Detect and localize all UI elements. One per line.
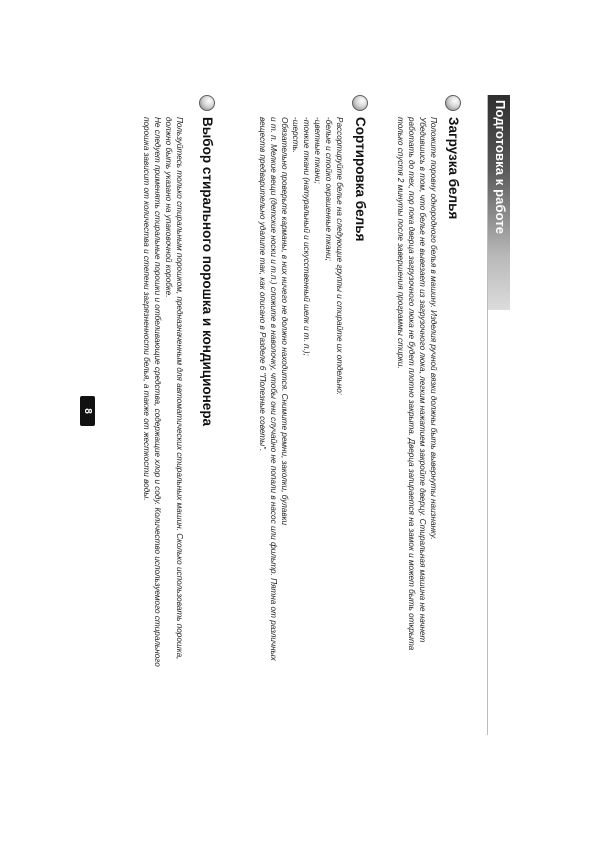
sorting-line-4: -тонкие ткани (натуральный и искусственный шелк и т. п.);	[302, 117, 311, 356]
sorting-line-6: Обязательно проверьте карманы, в них ничего не должно находится. Снимите ремни, заколки, булавки	[280, 117, 289, 526]
detergent-line-4: порошка зависит от количества и степени загрязненности белья, а также от жесткости воды.	[142, 117, 151, 501]
page-number: 8	[82, 408, 93, 414]
sorting-line-2: -белые и стойко окрашенные ткани;	[324, 117, 333, 261]
section-title-detergent: Выбор стирального порошка и кондиционера	[200, 117, 215, 427]
section-bullet-icon	[352, 95, 368, 111]
sorting-line-7: и т. п. Мелкие вещи (детские носки и т.п.) сложите в наволочку, чтобы они случайно не попали в насос или фильтр. Пятна от различных	[269, 117, 278, 661]
loading-line-1: Положите поровну однородного белья в машину. Изделия ручной вязки должны быть вывернуты наизнанку.	[429, 117, 438, 540]
section-title-loading: Загрузка белья	[446, 117, 461, 220]
section-title-sorting: Сортировка белья	[353, 117, 368, 242]
page-title: Подготовка к работе	[493, 100, 508, 235]
detergent-line-3: Не следует применять стиральные порошки и отбеливающие средства, содержащие хлор и соду. Количество используемого стирального	[153, 117, 162, 667]
detergent-line-2: должно быть указано на упаковочной коробке.	[164, 117, 173, 298]
section-bullet-icon	[445, 95, 461, 111]
sorting-line-5: -шерсть.	[291, 117, 300, 154]
loading-line-2: Убедившись в том, что белье не вывезает из загрузочного люка, легким нажатием закройте дверцу. Стиральная машина не начнет	[418, 117, 427, 643]
sorting-line-3: -цветные ткани;	[313, 117, 322, 184]
loading-line-3: работать до тех, пор пока дверца загрузочного люка не будет плотно закрыта. Дверца запирается на замок и может быть открыта	[407, 117, 416, 651]
sorting-line-1: Рассортируйте белье на следующие группы и стирайте их отдельно:	[335, 117, 344, 396]
header-divider	[487, 95, 488, 735]
section-bullet-icon	[199, 95, 215, 111]
detergent-line-1: Пользуйтесь только стиральным порошком, предназначенным для автоматических стиральных машин. Сколько использовать порошка,	[175, 117, 184, 660]
sorting-line-8: веществ предварительно удалите так, как описано в Разделе 6 "Полезные советы".	[258, 117, 267, 452]
loading-line-4: только спустя 2 минуты после завершения программы стирки.	[396, 117, 405, 369]
